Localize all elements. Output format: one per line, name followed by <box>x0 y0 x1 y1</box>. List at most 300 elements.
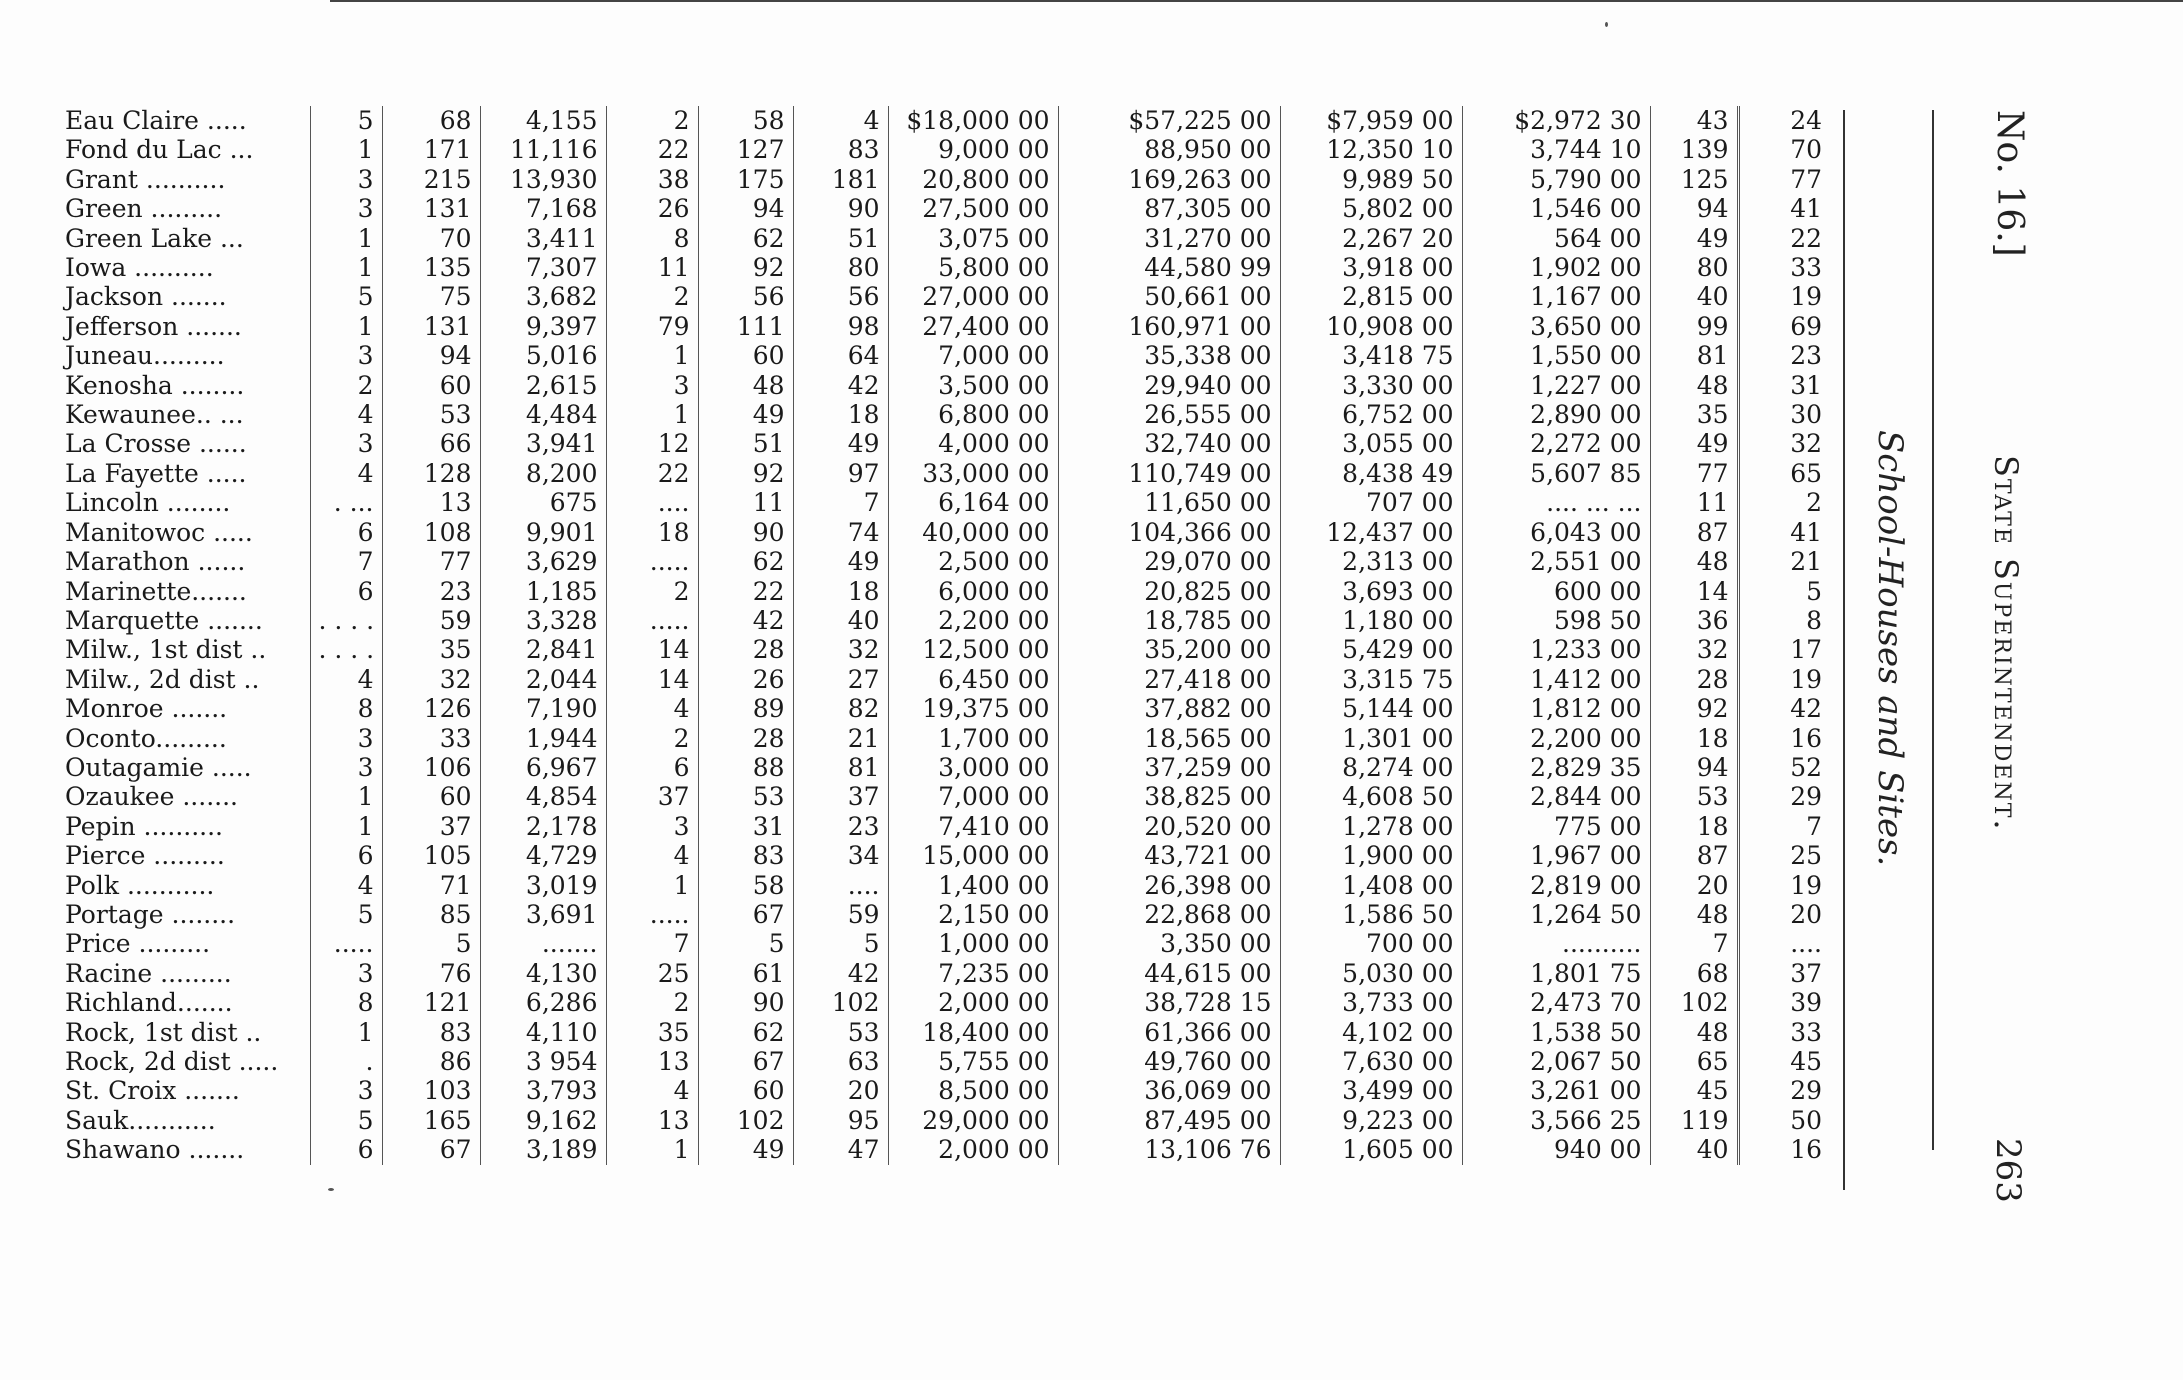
table-cell: 1,538 50 <box>1462 1018 1650 1047</box>
table-cell: 102 <box>698 1106 793 1135</box>
table-cell: 11,116 <box>480 135 606 164</box>
table-cell: 37,882 00 <box>1058 694 1280 723</box>
table-cell: 51 <box>793 224 888 253</box>
county-name-cell: Pepin .......... <box>55 812 310 841</box>
table-cell: 1 <box>310 782 382 811</box>
table-cell: 2,200 00 <box>888 606 1058 635</box>
table-cell: 60 <box>382 371 480 400</box>
table-cell: 26 <box>698 665 793 694</box>
table-cell: 87,305 00 <box>1058 194 1280 223</box>
table-cell: 18,785 00 <box>1058 606 1280 635</box>
county-name-cell: Milw., 1st dist .. <box>55 635 310 664</box>
table-cell: 85 <box>382 900 480 929</box>
table-cell: 4,729 <box>480 841 606 870</box>
table-cell: 32 <box>1790 429 1822 459</box>
table-cell: 13 <box>382 488 480 517</box>
table-cell: 44,615 00 <box>1058 959 1280 988</box>
table-cell: 53 <box>1650 782 1738 811</box>
table-cell: 4,608 50 <box>1280 782 1462 811</box>
table-cell: 48 <box>1650 547 1738 576</box>
table-cell: 47 <box>793 1135 888 1164</box>
table-cell: 7,000 00 <box>888 341 1058 370</box>
table-cell: 4 <box>310 871 382 900</box>
table-cell: 2,890 00 <box>1462 400 1650 429</box>
table-cell: 11,650 00 <box>1058 488 1280 517</box>
table-cell: 14 <box>1650 577 1738 606</box>
county-name-cell: Kenosha ........ <box>55 371 310 400</box>
table-cell: 4,110 <box>480 1018 606 1047</box>
table-cell: 13 <box>606 1047 698 1076</box>
table-cell: 24 <box>1790 106 1822 135</box>
table-cell: 6 <box>310 577 382 606</box>
table-cell: 25 <box>1790 841 1822 871</box>
table-cell: 21 <box>793 724 888 753</box>
table-cell: 127 <box>698 135 793 164</box>
table-cell: 60 <box>382 782 480 811</box>
table-cell: 3 <box>310 341 382 370</box>
table-cell: 175 <box>698 165 793 194</box>
table-cell: 169,263 00 <box>1058 165 1280 194</box>
table-cell: 2,313 00 <box>1280 547 1462 576</box>
table-cell: 14 <box>606 635 698 664</box>
table-cell: 3,650 00 <box>1462 312 1650 341</box>
table-cell: 139 <box>1650 135 1738 164</box>
table-cell: 160,971 00 <box>1058 312 1280 341</box>
table-cell: 56 <box>793 282 888 311</box>
table-cell: 181 <box>793 165 888 194</box>
table-cell: 5 <box>310 1106 382 1135</box>
table-row <box>55 429 1830 458</box>
table-cell: 77 <box>1650 459 1738 488</box>
table-cell: 3,744 10 <box>1462 135 1650 164</box>
table-cell: 28 <box>698 724 793 753</box>
table-row <box>55 106 1830 135</box>
table-cell: 29 <box>1790 782 1822 812</box>
table-cell: 8,438 49 <box>1280 459 1462 488</box>
county-name-cell: Sauk........... <box>55 1106 310 1135</box>
table-cell: 41 <box>1790 194 1822 224</box>
document-number: No. 16.] <box>1989 110 2030 257</box>
table-cell: 88 <box>698 753 793 782</box>
table-cell: 31,270 00 <box>1058 224 1280 253</box>
table-cell: 2 <box>606 724 698 753</box>
table-cell: 43 <box>1650 106 1738 135</box>
table-cell: 3 <box>310 165 382 194</box>
table-cell: 49 <box>698 1135 793 1164</box>
table-cell: 70 <box>1790 135 1822 165</box>
table-cell: 5,802 00 <box>1280 194 1462 223</box>
table-cell: 77 <box>1790 164 1822 194</box>
table-cell: 6,286 <box>480 988 606 1017</box>
table-cell: 1,233 00 <box>1462 635 1650 664</box>
table-cell: 1,180 00 <box>1280 606 1462 635</box>
table-cell: .... <box>1790 929 1822 959</box>
table-cell: 2,000 00 <box>888 988 1058 1017</box>
table-cell: 92 <box>698 253 793 282</box>
table-cell: 49 <box>698 400 793 429</box>
table-cell: 33 <box>1790 253 1822 283</box>
table-cell: 56 <box>698 282 793 311</box>
table-cell: 2,500 00 <box>888 547 1058 576</box>
table-cell: 3 <box>606 371 698 400</box>
table-cell: 1,812 00 <box>1462 694 1650 723</box>
table-cell: 13,106 76 <box>1058 1135 1280 1164</box>
table-cell: 1,278 00 <box>1280 812 1462 841</box>
county-name-cell: Rock, 2d dist ..... <box>55 1047 310 1076</box>
table-cell: 2 <box>606 106 698 135</box>
table-row <box>55 518 1830 547</box>
table-cell: 31 <box>698 812 793 841</box>
table-cell: 49,760 00 <box>1058 1047 1280 1076</box>
table-cell: 42 <box>698 606 793 635</box>
table-cell: 1,550 00 <box>1462 341 1650 370</box>
table-cell: 3,918 00 <box>1280 253 1462 282</box>
table-cell: 1,301 00 <box>1280 724 1462 753</box>
table-cell: 102 <box>793 988 888 1017</box>
table-cell: 3 <box>310 429 382 458</box>
table-cell: 18 <box>793 400 888 429</box>
table-cell: 2,200 00 <box>1462 724 1650 753</box>
table-cell: 75 <box>382 282 480 311</box>
table-cell: 4,155 <box>480 106 606 135</box>
table-cell: 1 <box>310 135 382 164</box>
table-cell: 25 <box>606 959 698 988</box>
table-cell: 15,000 00 <box>888 841 1058 870</box>
table-cell: 20,520 00 <box>1058 812 1280 841</box>
table-cell: 36,069 00 <box>1058 1076 1280 1105</box>
table-cell: 6,164 00 <box>888 488 1058 517</box>
table-cell: 7 <box>310 547 382 576</box>
county-name-cell: Jefferson ....... <box>55 312 310 341</box>
county-name-cell: Green ......... <box>55 194 310 223</box>
table-cell: 1,900 00 <box>1280 841 1462 870</box>
table-cell: 19 <box>1790 282 1822 312</box>
table-cell: $2,972 30 <box>1462 106 1650 135</box>
county-name-cell: Portage ........ <box>55 900 310 929</box>
table-cell: 95 <box>793 1106 888 1135</box>
table-row <box>55 665 1830 694</box>
county-name-cell: Fond du Lac ... <box>55 135 310 164</box>
table-cell: 2,067 50 <box>1462 1047 1650 1076</box>
table-cell: 108 <box>382 518 480 547</box>
table-cell: 5 <box>382 929 480 958</box>
table-cell: 1,801 75 <box>1462 959 1650 988</box>
table-cell: 28 <box>1650 665 1738 694</box>
table-cell: 1,185 <box>480 577 606 606</box>
table-cell: 12 <box>606 429 698 458</box>
table-cell: 2,841 <box>480 635 606 664</box>
table-cell: 598 50 <box>1462 606 1650 635</box>
table-cell: 26,398 00 <box>1058 871 1280 900</box>
table-cell: 6,752 00 <box>1280 400 1462 429</box>
table-cell: 3,499 00 <box>1280 1076 1462 1105</box>
table-cell: 33,000 00 <box>888 459 1058 488</box>
table-cell: 49 <box>1650 429 1738 458</box>
table-cell: 48 <box>1650 900 1738 929</box>
table-cell: 11 <box>1650 488 1738 517</box>
table-cell: 8 <box>310 988 382 1017</box>
table-cell: 79 <box>606 312 698 341</box>
table-cell: 1 <box>606 1135 698 1164</box>
table-row <box>55 782 1830 811</box>
table-cell: 1,967 00 <box>1462 841 1650 870</box>
table-cell: 37 <box>382 812 480 841</box>
table-cell: 42 <box>793 959 888 988</box>
table-cell: $18,000 00 <box>888 106 1058 135</box>
county-name-cell: St. Croix ....... <box>55 1076 310 1105</box>
table-cell: 59 <box>793 900 888 929</box>
table-cell: 30 <box>1790 400 1822 430</box>
table-cell: 2,473 70 <box>1462 988 1650 1017</box>
table-cell: 90 <box>698 518 793 547</box>
table-cell: 18 <box>1650 812 1738 841</box>
table-cell: 5,429 00 <box>1280 635 1462 664</box>
table-cell: 77 <box>382 547 480 576</box>
table-cell: 2,044 <box>480 665 606 694</box>
table-cell: 5,800 00 <box>888 253 1058 282</box>
table-row <box>55 282 1830 311</box>
county-name-cell: Lincoln ........ <box>55 488 310 517</box>
table-cell: 2,272 00 <box>1462 429 1650 458</box>
table-cell: 2,267 20 <box>1280 224 1462 253</box>
table-row <box>55 1135 1830 1164</box>
table-cell: 86 <box>382 1047 480 1076</box>
table-cell: 3,261 00 <box>1462 1076 1650 1105</box>
table-cell: 69 <box>1790 311 1822 341</box>
table-cell: 6,450 00 <box>888 665 1058 694</box>
table-cell: 2 <box>606 988 698 1017</box>
table-row <box>55 1018 1830 1047</box>
table-cell: 98 <box>793 312 888 341</box>
county-name-cell: Richland....... <box>55 988 310 1017</box>
table-cell: 2,819 00 <box>1462 871 1650 900</box>
table-cell: 70 <box>382 224 480 253</box>
table-cell: 2,844 00 <box>1462 782 1650 811</box>
table-cell: 87,495 00 <box>1058 1106 1280 1135</box>
table-row <box>55 988 1830 1017</box>
table-cell: 20,800 00 <box>888 165 1058 194</box>
table-cell: 49 <box>793 429 888 458</box>
county-name-cell: Grant .......... <box>55 165 310 194</box>
table-cell: 3,315 75 <box>1280 665 1462 694</box>
table-cell: 20 <box>1650 871 1738 900</box>
table-cell: 37,259 00 <box>1058 753 1280 782</box>
table-cell: 17 <box>1790 635 1822 665</box>
table-cell: 65 <box>1650 1047 1738 1076</box>
table-cell: 7,168 <box>480 194 606 223</box>
table-row <box>55 871 1830 900</box>
table-cell: 35,200 00 <box>1058 635 1280 664</box>
table-cell: 27 <box>793 665 888 694</box>
table-cell: 5,755 00 <box>888 1047 1058 1076</box>
table-cell: 2 <box>1806 488 1822 518</box>
table-row <box>55 959 1830 988</box>
table-cell: 38 <box>606 165 698 194</box>
table-cell: 3,693 00 <box>1280 577 1462 606</box>
table-row <box>55 606 1830 635</box>
table-cell: 80 <box>1650 253 1738 282</box>
table-row <box>55 488 1830 517</box>
table-cell: 83 <box>793 135 888 164</box>
table-cell: 61,366 00 <box>1058 1018 1280 1047</box>
table-cell: 110,749 00 <box>1058 459 1280 488</box>
table-cell: 3,629 <box>480 547 606 576</box>
table-cell: 3 <box>310 194 382 223</box>
table-cell: 4,130 <box>480 959 606 988</box>
table-cell: 3 <box>310 959 382 988</box>
table-cell: ..... <box>606 547 698 576</box>
page-number: 263 <box>1988 1138 2028 1203</box>
table-cell: 50,661 00 <box>1058 282 1280 311</box>
table-cell: 14 <box>606 665 698 694</box>
table-cell: 9,000 00 <box>888 135 1058 164</box>
table-cell: 125 <box>1650 165 1738 194</box>
table-cell: 7 <box>1806 811 1822 841</box>
table-cell: 7,235 00 <box>888 959 1058 988</box>
table-cell: 111 <box>698 312 793 341</box>
table-cell: 4 <box>310 459 382 488</box>
table-cell: 13,930 <box>480 165 606 194</box>
table-cell: 3,941 <box>480 429 606 458</box>
table-cell: 4,854 <box>480 782 606 811</box>
table-cell: 7,410 00 <box>888 812 1058 841</box>
table-cell: 61 <box>698 959 793 988</box>
table-cell: 5,607 85 <box>1462 459 1650 488</box>
table-row <box>55 1106 1830 1135</box>
table-cell: 48 <box>1650 371 1738 400</box>
table-cell: 62 <box>698 1018 793 1047</box>
table-cell: 27,500 00 <box>888 194 1058 223</box>
table-cell: 775 00 <box>1462 812 1650 841</box>
table-cell: 5 <box>310 900 382 929</box>
table-cell: 6,043 00 <box>1462 518 1650 547</box>
table-cell: 5 <box>793 929 888 958</box>
table-cell: 3,691 <box>480 900 606 929</box>
top-rule <box>330 0 2183 2</box>
table-cell: 66 <box>382 429 480 458</box>
table-cell: 81 <box>1650 341 1738 370</box>
table-cell: 3,418 75 <box>1280 341 1462 370</box>
table-cell: 83 <box>382 1018 480 1047</box>
table-cell: 20 <box>793 1076 888 1105</box>
table-cell: . ... <box>310 488 382 517</box>
table-cell: 32 <box>382 665 480 694</box>
table-subtitle: School-Houses and Sites. <box>1870 430 1910 867</box>
table-cell: 121 <box>382 988 480 1017</box>
table-cell: 5 <box>698 929 793 958</box>
table-cell: 5 <box>310 106 382 135</box>
table-row <box>55 253 1830 282</box>
table-cell: 29,000 00 <box>888 1106 1058 1135</box>
table-cell: 7,630 00 <box>1280 1047 1462 1076</box>
table-cell: 1 <box>310 224 382 253</box>
table-cell: 6 <box>310 518 382 547</box>
table-cell: 68 <box>1650 959 1738 988</box>
table-cell: 2 <box>606 282 698 311</box>
table-cell: 23 <box>793 812 888 841</box>
table-cell: 3,328 <box>480 606 606 635</box>
table-cell: 1,227 00 <box>1462 371 1650 400</box>
table-cell: 1,408 00 <box>1280 871 1462 900</box>
table-cell: 5 <box>1806 576 1822 606</box>
table-cell: ..... <box>606 606 698 635</box>
table-cell: 8 <box>1806 605 1822 635</box>
table-cell: 7,307 <box>480 253 606 282</box>
table-row <box>55 635 1830 664</box>
table-cell: $7,959 00 <box>1280 106 1462 135</box>
table-cell: 27,418 00 <box>1058 665 1280 694</box>
table-row <box>55 459 1830 488</box>
table-cell: 2,815 00 <box>1280 282 1462 311</box>
table-cell: 26 <box>606 194 698 223</box>
county-name-cell: Marquette ....... <box>55 606 310 635</box>
table-cell: 564 00 <box>1462 224 1650 253</box>
county-name-cell: Shawano ....... <box>55 1135 310 1164</box>
table-cell: 5,016 <box>480 341 606 370</box>
table-row <box>55 400 1830 429</box>
table-cell: 33 <box>1790 1017 1822 1047</box>
table-cell: 32,740 00 <box>1058 429 1280 458</box>
table-cell: 49 <box>1650 224 1738 253</box>
table-cell: 2,178 <box>480 812 606 841</box>
table-cell: 18,400 00 <box>888 1018 1058 1047</box>
table-body <box>55 106 1830 1165</box>
table-cell: 23 <box>382 577 480 606</box>
table-cell: 36 <box>1650 606 1738 635</box>
school-houses-table <box>55 106 1830 1165</box>
table-row <box>55 371 1830 400</box>
table-cell: 3,411 <box>480 224 606 253</box>
table-cell: 8,200 <box>480 459 606 488</box>
table-cell: 37 <box>606 782 698 811</box>
table-cell: 1,167 00 <box>1462 282 1650 311</box>
running-header-title: State Superintendent. <box>1987 455 2025 832</box>
county-name-cell: Green Lake ... <box>55 224 310 253</box>
table-cell: 41 <box>1790 517 1822 547</box>
table-cell: 2 <box>310 371 382 400</box>
table-cell: 29 <box>1790 1076 1822 1106</box>
table-cell: 18,565 00 <box>1058 724 1280 753</box>
table-cell: 1,412 00 <box>1462 665 1650 694</box>
table-cell: . . . . <box>310 635 382 664</box>
county-name-cell: Monroe ....... <box>55 694 310 723</box>
table-row <box>55 1047 1830 1076</box>
table-cell: 97 <box>793 459 888 488</box>
table-cell: 40 <box>793 606 888 635</box>
table-row <box>55 224 1830 253</box>
table-cell: 215 <box>382 165 480 194</box>
table-cell: 16 <box>1790 723 1822 753</box>
table-cell: 48 <box>1650 1018 1738 1047</box>
table-cell: 38,825 00 <box>1058 782 1280 811</box>
table-cell: 3 954 <box>480 1047 606 1076</box>
table-cell: 1,605 00 <box>1280 1135 1462 1164</box>
table-cell: 39 <box>1790 988 1822 1018</box>
county-name-cell: Racine ......... <box>55 959 310 988</box>
table-cell: 63 <box>793 1047 888 1076</box>
table-row <box>55 135 1830 164</box>
table-cell: 83 <box>698 841 793 870</box>
table-row <box>55 929 1830 958</box>
table-cell: 1 <box>310 312 382 341</box>
table-cell: 81 <box>793 753 888 782</box>
table-cell: 67 <box>698 900 793 929</box>
table-cell: 21 <box>1790 547 1822 577</box>
table-cell: 40 <box>1650 1135 1738 1164</box>
table-cell: . <box>310 1047 382 1076</box>
table-row <box>55 812 1830 841</box>
table-cell: 35 <box>382 635 480 664</box>
